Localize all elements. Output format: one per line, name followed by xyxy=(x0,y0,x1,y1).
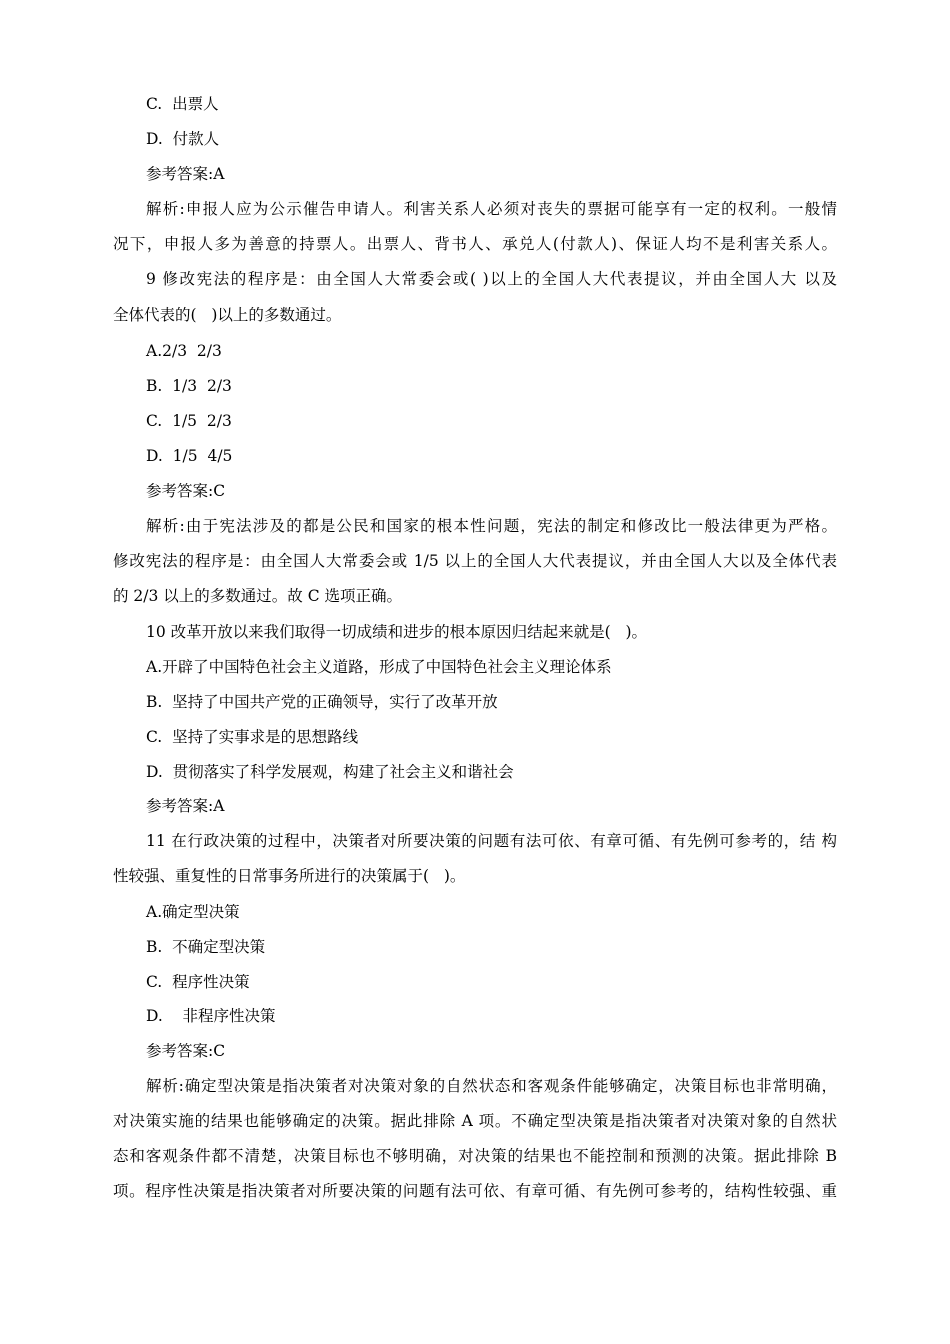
answer-line: 参考答案:C xyxy=(146,1042,226,1060)
option-d: D. 非程序性决策 xyxy=(146,1007,276,1025)
question-10: 10 改革开放以来我们取得一切成绩和进步的根本原因归结起来就是( )。 xyxy=(146,623,648,641)
option-d: D. 贯彻落实了科学发展观，构建了社会主义和谐社会 xyxy=(146,763,514,781)
option-b: B. 1/3 2/3 xyxy=(146,377,232,395)
analysis-paragraph: 修改宪法的程序是：由全国人大常委会或 1/5 以上的全国人大代表提议，并由全国人大以及全体代表 xyxy=(113,552,837,570)
analysis-paragraph: 解析:申报人应为公示催告申请人。利害关系人必须对丧失的票据可能享有一定的权利。一般情 xyxy=(146,200,837,218)
analysis-paragraph: 态和客观条件都不清楚，决策目标也不够明确，对决策的结果也不能控制和预测的决策。据此排除 B xyxy=(113,1147,837,1165)
option-a: A.开辟了中国特色社会主义道路，形成了中国特色社会主义理论体系 xyxy=(146,658,612,676)
analysis-paragraph: 的 2/3 以上的多数通过。故 C 选项正确。 xyxy=(113,587,403,605)
question-9: 9 修改宪法的程序是：由全国人大常委会或( )以上的全国人大代表提议，并由全国人大 以及 xyxy=(146,270,837,288)
analysis-paragraph: 解析:确定型决策是指决策者对决策对象的自然状态和客观条件能够确定，决策目标也非常明确， xyxy=(146,1077,837,1095)
question-11-cont: 性较强、重复性的日常事务所进行的决策属于( )。 xyxy=(113,867,466,885)
option-c: C. 出票人 xyxy=(146,95,219,113)
answer-line: 参考答案:C xyxy=(146,482,226,500)
analysis-paragraph: 况下，申报人多为善意的持票人。出票人、背书人、承兑人(付款人)、保证人均不是利害关系人。 xyxy=(113,235,837,253)
question-9-cont: 全体代表的( )以上的多数通过。 xyxy=(113,306,342,324)
answer-line: 参考答案:A xyxy=(146,165,225,183)
option-c: C. 1/5 2/3 xyxy=(146,412,232,430)
analysis-paragraph: 解析:由于宪法涉及的都是公民和国家的根本性问题，宪法的制定和修改比一般法律更为严格。 xyxy=(146,517,837,535)
option-b: B. 坚持了中国共产党的正确领导，实行了改革开放 xyxy=(146,693,498,711)
option-c: C. 程序性决策 xyxy=(146,973,250,991)
analysis-paragraph: 对决策实施的结果也能够确定的决策。据此排除 A 项。不确定型决策是指决策者对决策对象的自然状 xyxy=(113,1112,837,1130)
option-b: B. 不确定型决策 xyxy=(146,938,266,956)
question-11: 11 在行政决策的过程中，决策者对所要决策的问题有法可依、有章可循、有先例可参考的，结 构 xyxy=(146,832,837,850)
option-a: A.确定型决策 xyxy=(146,903,240,921)
option-d: D. 付款人 xyxy=(146,130,220,148)
option-d: D. 1/5 4/5 xyxy=(146,447,233,465)
analysis-paragraph: 项。程序性决策是指决策者对所要决策的问题有法可依、有章可循、有先例可参考的，结构性较强、重 xyxy=(113,1182,837,1200)
option-c: C. 坚持了实事求是的思想路线 xyxy=(146,728,359,746)
answer-line: 参考答案:A xyxy=(146,797,225,815)
option-a: A.2/3 2/3 xyxy=(146,342,222,360)
